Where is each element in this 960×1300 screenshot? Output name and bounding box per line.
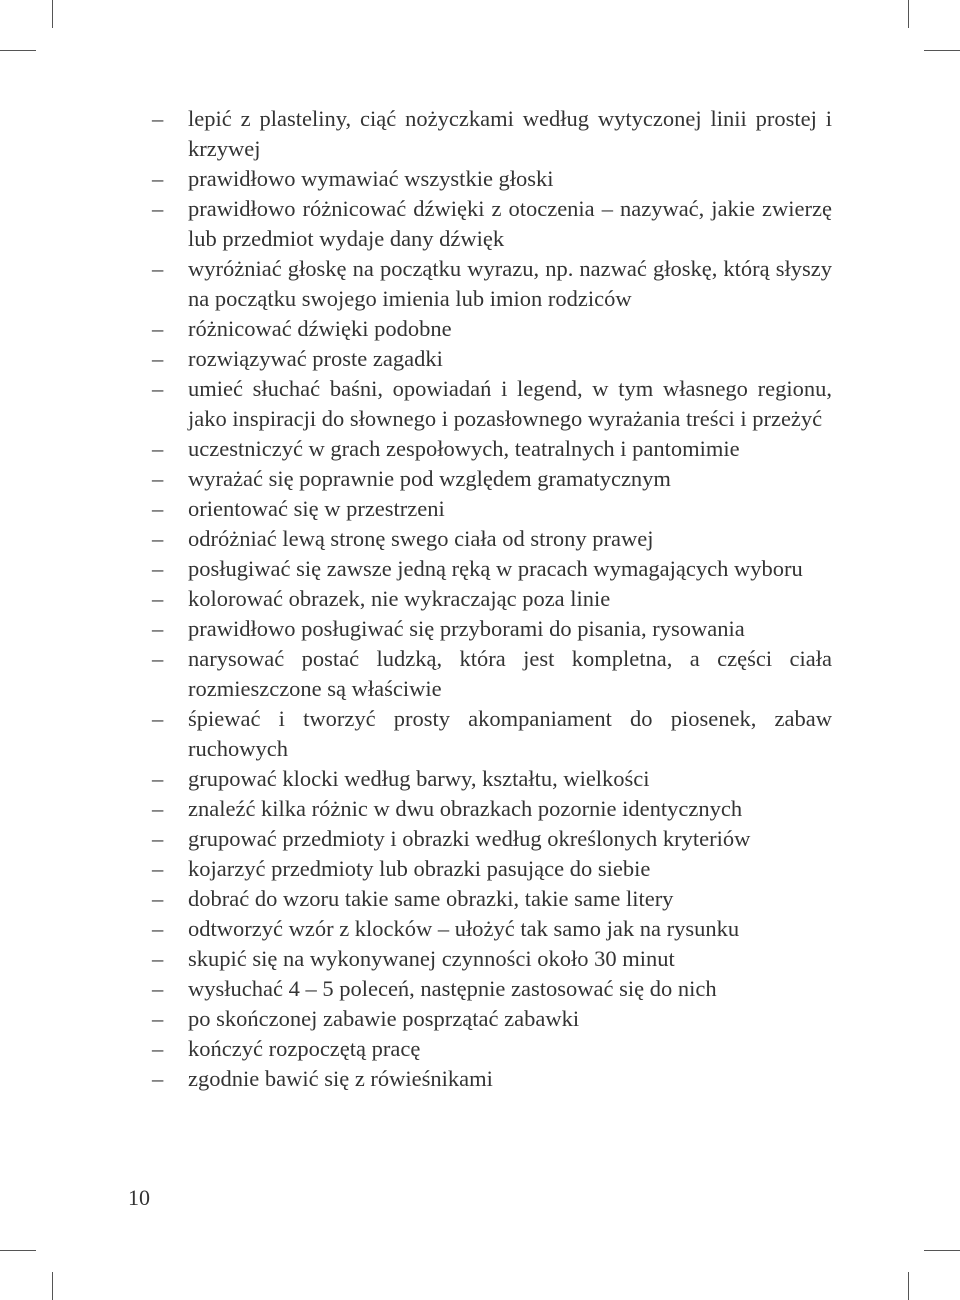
bullet-dash: –: [152, 1006, 164, 1031]
list-item-text: kolorować obrazek, nie wykraczając poza linie: [188, 586, 611, 611]
crop-mark-top-right: [924, 50, 960, 51]
bullet-dash: –: [152, 946, 164, 971]
list-item: [152, 854, 832, 884]
bullet-dash: –: [152, 1066, 164, 1091]
list-item-text: rozwiązywać proste zagadki: [188, 346, 443, 371]
list-item-text: uczestniczyć w grach zespołowych, teatralnych i pantomimie: [188, 436, 740, 461]
list-item: [152, 344, 832, 374]
list-item: [152, 314, 832, 344]
list-item-text: znaleźć kilka różnic w dwu obrazkach pozornie identycznych: [188, 796, 743, 821]
list-item-text: prawidłowo różnicować dźwięki z otoczenia – nazywać, jakie zwierzę lub przedmiot wydaje dany dźwięk: [188, 196, 832, 251]
crop-mark-top-left: [0, 50, 36, 51]
list-item: [152, 1034, 832, 1064]
page-number: 10: [128, 1185, 150, 1210]
bullet-dash: –: [152, 706, 164, 731]
bullet-dash: –: [152, 616, 164, 641]
bullet-dash: –: [152, 766, 164, 791]
list-item-text: narysować postać ludzką, która jest kompletna, a części ciała rozmieszczone są właściwie: [188, 646, 832, 701]
list-item-text: wyrażać się poprawnie pod względem gramatycznym: [188, 466, 671, 491]
list-item: [152, 794, 832, 824]
list-item-text: wysłuchać 4 – 5 poleceń, następnie zastosować się do nich: [188, 976, 717, 1001]
bullet-dash: –: [152, 646, 164, 671]
list-item-text: różnicować dźwięki podobne: [188, 316, 452, 341]
list-item: [152, 554, 832, 584]
list-item-text: wyróżniać głoskę na początku wyrazu, np. nazwać głoskę, którą słyszy na początku swojego imienia lub imion rodziców: [188, 256, 832, 311]
list-item-text: lepić z plasteliny, ciąć nożyczkami według wytyczonej linii prostej i krzywej: [188, 106, 832, 161]
list-item-text: posługiwać się zawsze jedną ręką w pracach wymagających wyboru: [188, 556, 803, 581]
list-item: [152, 104, 832, 164]
list-item: [152, 584, 832, 614]
list-item: [152, 434, 832, 464]
list-item: [152, 164, 832, 194]
bullet-dash: –: [152, 856, 164, 881]
list-item: [152, 464, 832, 494]
crop-mark-bottom-left: [0, 1250, 36, 1251]
crop-mark-top-left: [52, 0, 53, 28]
bullet-dash: –: [152, 316, 164, 341]
list-item-text: po skończonej zabawie posprzątać zabawki: [188, 1006, 580, 1031]
list-item-text: orientować się w przestrzeni: [188, 496, 445, 521]
list-item: [152, 1064, 832, 1094]
list-item-text: odróżniać lewą stronę swego ciała od strony prawej: [188, 526, 654, 551]
list-item: [152, 704, 832, 764]
list-item: [152, 614, 832, 644]
list-item: [152, 884, 832, 914]
bullet-dash: –: [152, 376, 164, 401]
list-item-text: grupować przedmioty i obrazki według określonych kryteriów: [188, 826, 751, 851]
list-item: [152, 524, 832, 554]
list-item: [152, 194, 832, 254]
bullet-dash: –: [152, 196, 164, 221]
crop-mark-bottom-right: [908, 1272, 909, 1300]
list-item-text: kojarzyć przedmioty lub obrazki pasujące do siebie: [188, 856, 651, 881]
bullet-dash: –: [152, 586, 164, 611]
list-item-text: umieć słuchać baśni, opowiadań i legend, w tym własnego regionu, jako inspiracji do słownego i pozasłownego wyrażania treści i przeżyć: [188, 376, 832, 431]
crop-mark-bottom-right: [924, 1250, 960, 1251]
list-item-text: dobrać do wzoru takie same obrazki, takie same litery: [188, 886, 674, 911]
bullet-dash: –: [152, 976, 164, 1001]
bullet-dash: –: [152, 436, 164, 461]
bullet-dash: –: [152, 496, 164, 521]
crop-mark-top-right: [908, 0, 909, 28]
list-item-text: zgodnie bawić się z rówieśnikami: [188, 1066, 493, 1091]
bullet-dash: –: [152, 916, 164, 941]
list-item: [152, 254, 832, 314]
bullet-dash: –: [152, 1036, 164, 1061]
crop-mark-bottom-left: [52, 1272, 53, 1300]
bullet-dash: –: [152, 106, 164, 131]
bullet-dash: –: [152, 466, 164, 491]
bullet-dash: –: [152, 346, 164, 371]
skills-list: [152, 104, 832, 1094]
list-item: [152, 644, 832, 704]
bullet-dash: –: [152, 556, 164, 581]
bullet-dash: –: [152, 256, 164, 281]
list-item: [152, 824, 832, 854]
list-item-text: prawidłowo wymawiać wszystkie głoski: [188, 166, 554, 191]
list-item: [152, 914, 832, 944]
list-item-text: prawidłowo posługiwać się przyborami do pisania, rysowania: [188, 616, 745, 641]
list-item-text: odtworzyć wzór z klocków – ułożyć tak samo jak na rysunku: [188, 916, 740, 941]
list-item: [152, 974, 832, 1004]
list-item: [152, 494, 832, 524]
list-item: [152, 764, 832, 794]
list-item: [152, 1004, 832, 1034]
list-item-text: kończyć rozpoczętą pracę: [188, 1036, 421, 1061]
list-item-text: grupować klocki według barwy, kształtu, wielkości: [188, 766, 650, 791]
list-item-text: śpiewać i tworzyć prosty akompaniament do piosenek, zabaw ruchowych: [188, 706, 832, 761]
bullet-dash: –: [152, 526, 164, 551]
bullet-dash: –: [152, 166, 164, 191]
list-item: [152, 944, 832, 974]
bullet-dash: –: [152, 826, 164, 851]
list-item-text: skupić się na wykonywanej czynności około 30 minut: [188, 946, 675, 971]
bullet-dash: –: [152, 886, 164, 911]
bullet-dash: –: [152, 796, 164, 821]
list-item: [152, 374, 832, 434]
